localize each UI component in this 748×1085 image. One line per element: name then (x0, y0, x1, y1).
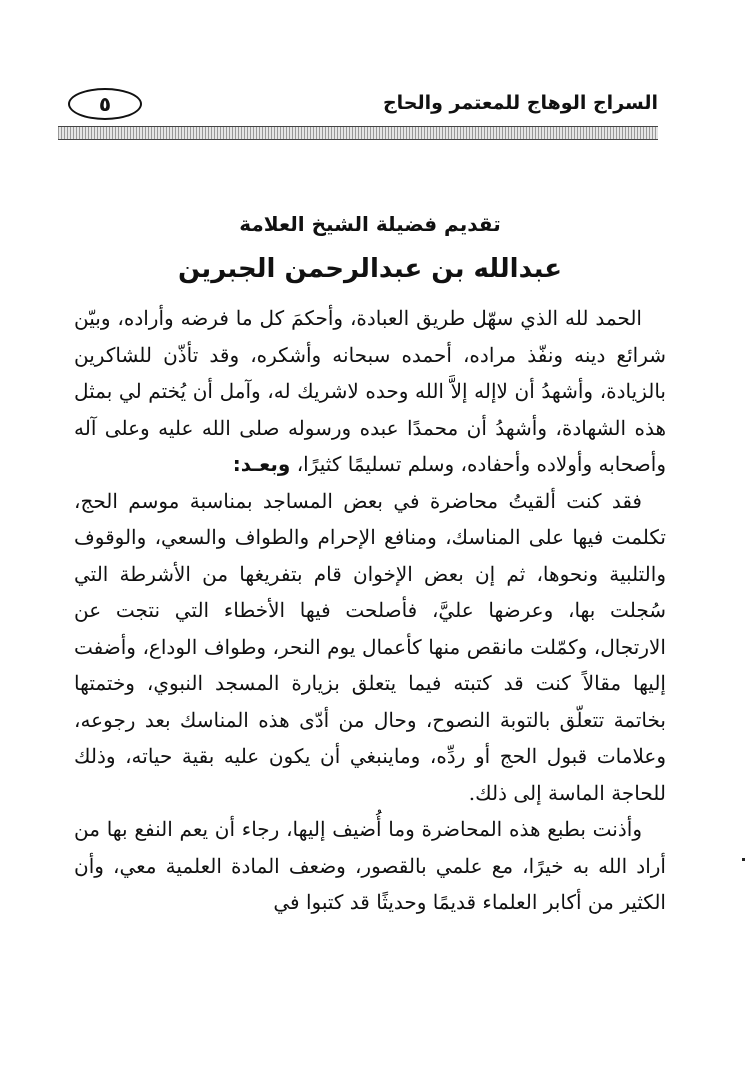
header-rule (58, 126, 658, 140)
page-number-badge (68, 88, 142, 120)
paragraph-text: الحمد لله الذي سهّل طريق العبادة، وأحكمَ كل ما فرضه وأراده، وبيّن شرائع دينه ونفّذ مراده، أحمده سبحانه وأشكره، وقد تأذّن للشاكرين بالزيادة، وأشهدُ أن لاإله إلاَّ الله وحده لاشريك له، وآمل أن يُختم لي بمثل هذه الشهادة، وأشهدُ أن محمدًا عبده ورسوله صلى الله عليه وعلى آله وأصحابه وأولاده وأحفاده، وسلم تسليمًا كثيرًا، (74, 306, 666, 476)
amma-bad-phrase: وبعـد: (232, 452, 291, 476)
running-header (58, 82, 658, 126)
body-text (74, 300, 666, 921)
paragraph: فقد كنت ألقيتُ محاضرة في بعض المساجد بمناسبة موسم الحج، تكلمت فيها على المناسك، ومنافع الإحرام والطواف والسعي، والوقوف والتلبية ونحوها، ثم إن بعض الإخوان قام بتفريغها من الأشرطة التي سُجلت بها، وعرضها عليَّ، فأصلحت فيها الأخطاء التي نتجت عن الارتجال، وكمّلت مانقص منها كأعمال يوم النحر، وطواف الوداع، وأضفت إليها مقالاً كنت قد كتبته فيما يتعلق بزيارة المسجد النبوي، وختمتها بخاتمة تتعلّق بالتوبة النصوح، وحال من أدّى هذه المناسك بعد رجوعه، وعلامات قبول الحج أو ردِّه، وماينبغي أن يكون عليه بقية حياته، وذلك للحاجة الماسة إلى ذلك. (74, 488, 666, 805)
paragraph: وأذنت بطبع هذه المحاضرة وما أُضيف إليها، رجاء أن يعم النفع بها من أراد الله به خيرًا، مع علمي بالقصور، وضعف المادة العلمية معي، وأن الكثير من أكابر العلماء قديمًا وحديثًا قد كتبوا في (74, 817, 666, 914)
book-title: السراج الوهاج للمعتمر والحاج (382, 92, 658, 114)
author-name: عبدالله بن عبدالرحمن الجبرين (178, 254, 562, 284)
scan-mark (742, 858, 745, 861)
foreword-title: تقديم فضيلة الشيخ العلامة (239, 212, 501, 236)
page-number: ٥ (98, 92, 112, 116)
paragraph (74, 300, 666, 483)
